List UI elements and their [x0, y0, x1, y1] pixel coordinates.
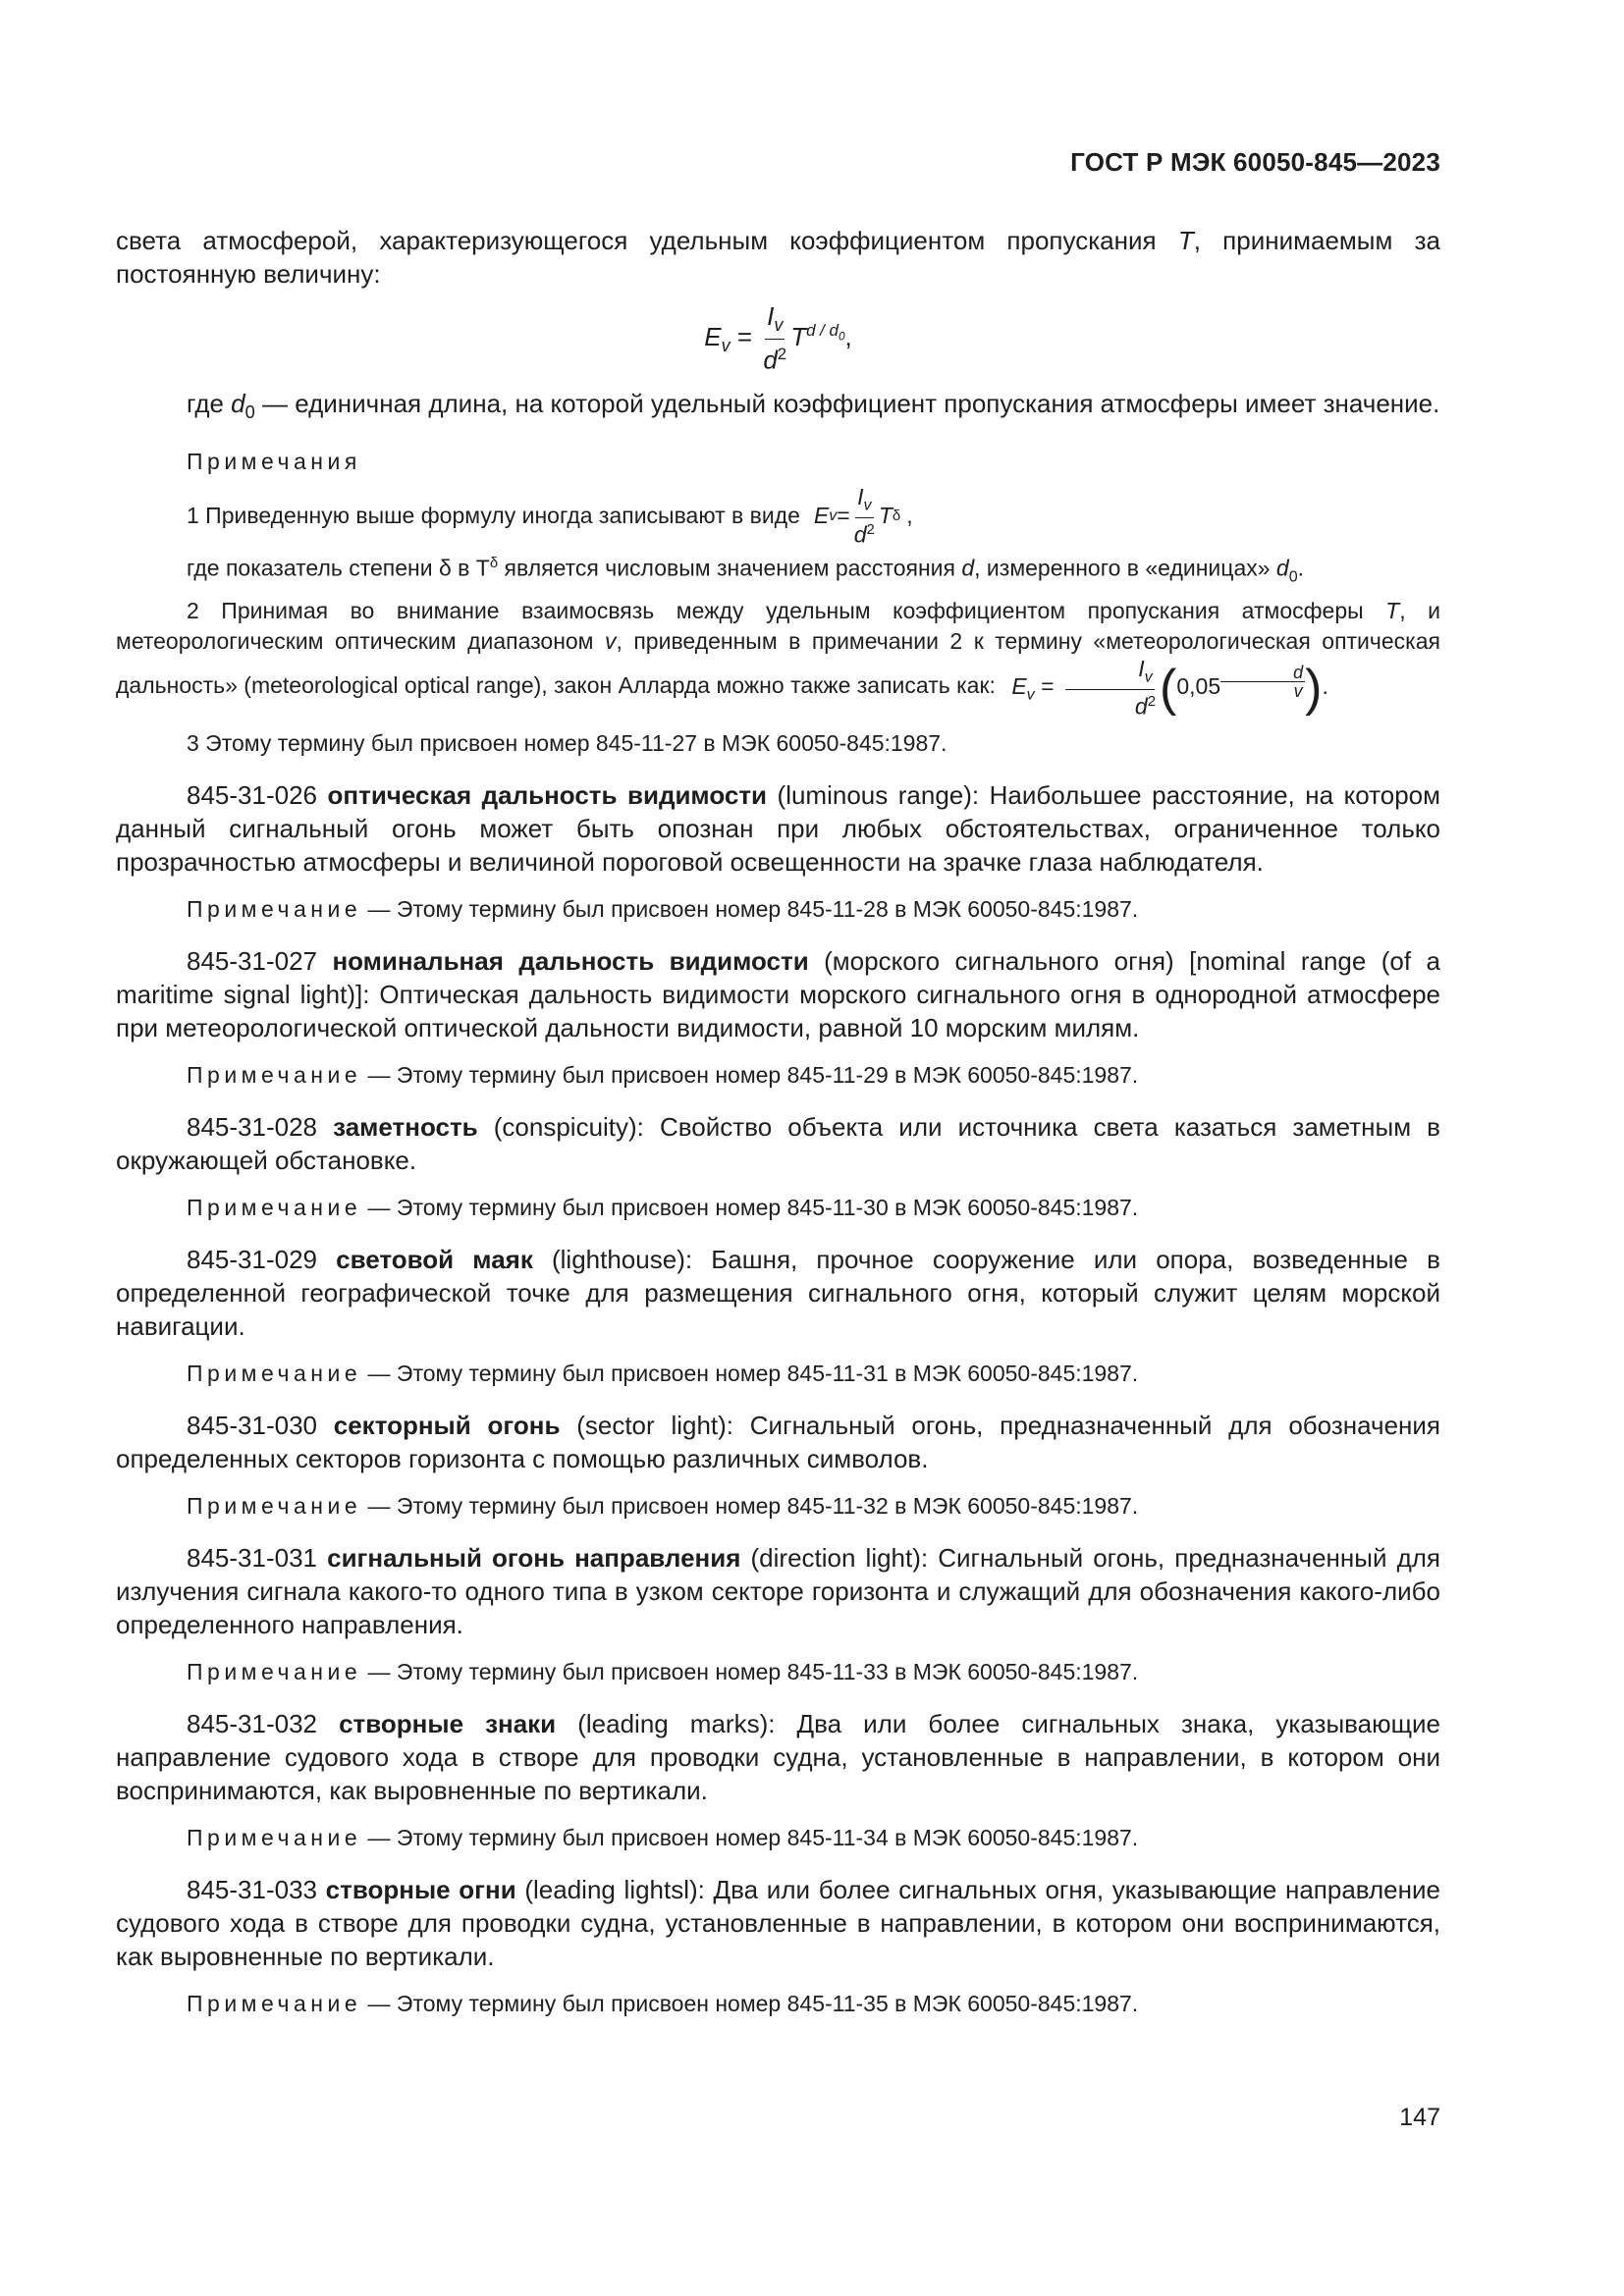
term-entry [116, 1873, 1440, 2019]
notes-title: Примечания [187, 449, 361, 475]
term-entry [116, 1409, 1440, 1522]
term-note: Примечание — Этому термину был присвоен номер 845-11-29 в МЭК 60050-845:1987. [187, 1061, 1139, 1088]
term-code: 845-31-027 [187, 945, 317, 976]
note-3: 3 Этому термину был присвоен номер 845-11-27 в МЭК 60050-845:1987. [187, 729, 947, 756]
term-definition: (lighthouse): Башня, прочное сооружение или опора, возведенные в определенной географической точке для размещения сигнального огня, который служит целям морской навигации. [116, 1244, 1440, 1341]
note-2-formula: $E_v$ = $\frac{I_v}{d^2}$ (0,05 $^{\frac{d}{v}}$ ). [1011, 656, 1328, 720]
term-title: заметность [333, 1111, 478, 1142]
term-entry [116, 1541, 1440, 1687]
term-definition: (морского сигнального огня) [nominal range (of a maritime signal light)]: Оптическая дальность видимости морского сигнального огня в однородной атмосфере при метеорологической оптической дальности видимости, равной 10 морским милям. [116, 945, 1440, 1042]
term-code: 845-31-033 [187, 1874, 317, 1904]
page-number: 147 [1399, 2104, 1440, 2131]
term-definition: (luminous range): Наибольшее расстояние, на котором данный сигнальный огонь может быть опознан при любых обстоятельствах, ограниченное только прозрачностью атмосферы и величиной пороговой освещенности на зрачке глаза наблюдателя. [116, 779, 1440, 877]
formula-fraction: $\frac{I_v}{d^2}$ [763, 301, 787, 375]
allard-law-formula: $E_v$ = $\frac{I_v}{d^2}$ $T^{d / d_0}$, [704, 301, 852, 375]
term-definition: (sector light): Сигнальный огонь, предназначенный для обозначения определенных секторов горизонта с помощью различных символов. [116, 1410, 1440, 1473]
note-1: 1 Приведенную выше формулу иногда записывают в виде E v = $\frac{I_v}{d^2}$ T δ , [187, 484, 913, 548]
term-definition: (leading marks): Два или более сигнальных знака, указывающие направление судового хода в створе для проводки судна, установленные в направлении, в котором они воспринимаются, как выровненные по вертикали. [116, 1708, 1440, 1805]
term-note: Примечание — Этому термину был присвоен номер 845-11-31 в МЭК 60050-845:1987. [187, 1360, 1139, 1386]
where-paragraph: где $d_0$ — единичная длина, на которой удельный коэффициент пропускания атмосферы имеет значение. [187, 389, 1440, 423]
note-1-explanation: где показатель степени δ в $T^\delta$ является числовым значением расстояния d, измеренного в «единицах» $d_0$. [187, 555, 1305, 586]
term-title: створные огни [325, 1874, 516, 1904]
page-body [116, 224, 1440, 2019]
document-code-header: ГОСТ Р МЭК 60050-845—2023 [1070, 147, 1440, 177]
term-definition: (conspicuity): Свойство объекта или источника света казаться заметным в окружающей обстановке. [116, 1111, 1440, 1175]
term-entry [116, 1707, 1440, 1853]
term-note: Примечание — Этому термину был присвоен номер 845-11-30 в МЭК 60050-845:1987. [187, 1194, 1139, 1220]
term-title: секторный огонь [333, 1410, 561, 1440]
term-code: 845-31-028 [187, 1111, 317, 1142]
term-note: Примечание — Этому термину был присвоен номер 845-11-33 в МЭК 60050-845:1987. [187, 1658, 1139, 1684]
term-definition: (leading lightsl): Два или более сигнальных огня, указывающие направление судового хода в створе для проводки судна, установленные в направлении, в котором они воспринимаются, как выровненные по вертикали. [116, 1874, 1440, 1971]
term-code: 845-31-032 [187, 1708, 317, 1738]
term-note: Примечание — Этому термину был присвоен номер 845-11-35 в МЭК 60050-845:1987. [187, 1990, 1139, 2016]
terms-list [116, 778, 1440, 2019]
term-title: створные знаки [339, 1708, 557, 1738]
term-note: Примечание — Этому термину был присвоен номер 845-11-32 в МЭК 60050-845:1987. [187, 1492, 1139, 1519]
term-entry [116, 778, 1440, 925]
term-code: 845-31-030 [187, 1410, 317, 1440]
note-2: 2 Принимая во внимание взаимосвязь между удельным коэффициентом пропускания атмосферы T, и метеорологическим оптическим диапазоном v, приведенным в примечании 2 к термину «метеорологическая оптическая дальность» (meteorological optical range), закон Алларда можно также записать как: $E_v$ = $\frac{I_v}{d^2}$ (0,05 $^{\frac{d}{v}}$ ). [116, 598, 1440, 720]
term-definition: (direction light): Сигнальный огонь, предназначенный для излучения сигнала какого-то одного типа в узком секторе горизонта и служащий для обозначения какого-либо определенного направления. [116, 1542, 1440, 1639]
intro-paragraph: света атмосферой, характеризующегося удельным коэффициентом пропускания T, принимаемым за постоянную величину: [116, 226, 1440, 289]
term-title: оптическая дальность видимости [327, 779, 768, 810]
term-code: 845-31-029 [187, 1244, 317, 1274]
term-code: 845-31-026 [187, 779, 317, 810]
term-title: сигнальный огонь направления [327, 1542, 741, 1573]
term-entry [116, 1243, 1440, 1389]
term-title: номинальная дальность видимости [332, 945, 809, 976]
term-code: 845-31-031 [187, 1542, 317, 1573]
term-entry [116, 944, 1440, 1091]
term-entry [116, 1110, 1440, 1223]
term-note: Примечание — Этому термину был присвоен номер 845-11-28 в МЭК 60050-845:1987. [187, 895, 1139, 922]
term-note: Примечание — Этому термину был присвоен номер 845-11-34 в МЭК 60050-845:1987. [187, 1824, 1139, 1850]
term-title: световой маяк [336, 1244, 533, 1274]
